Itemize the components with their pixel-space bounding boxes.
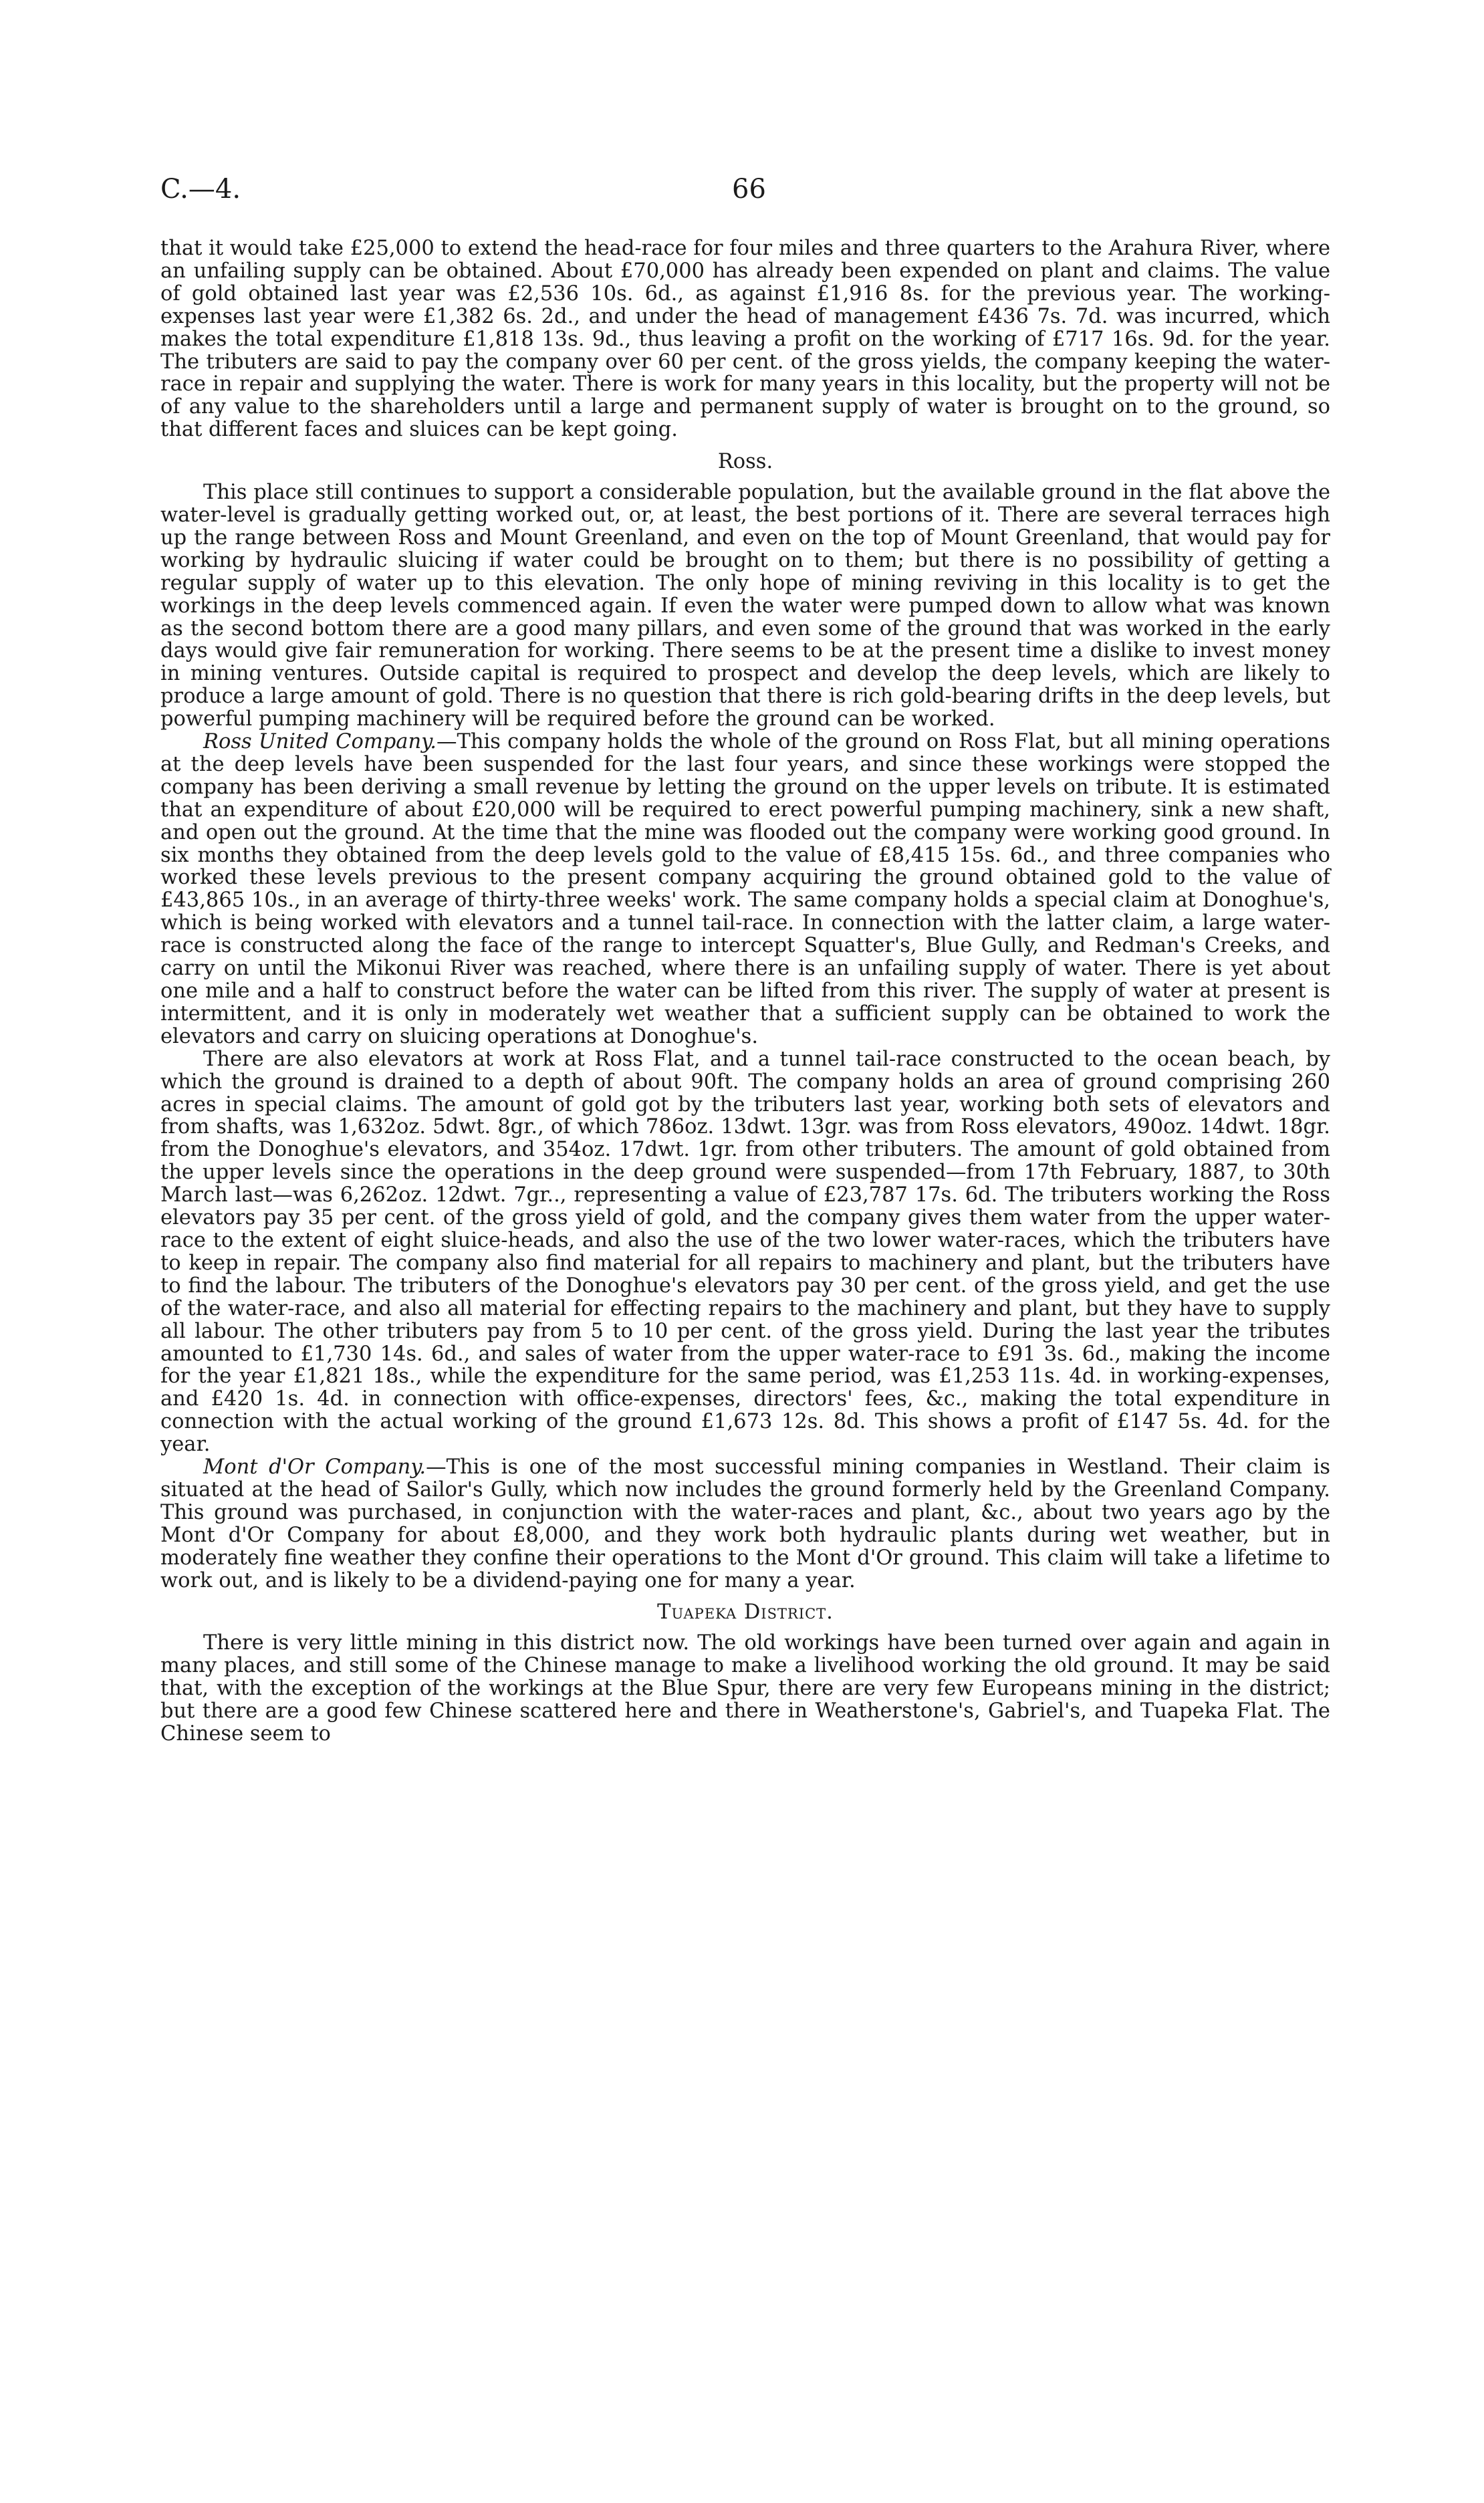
ross-united-company-title: Ross United Company. bbox=[203, 730, 437, 754]
intro-paragraph: that it would take £25,000 to extend the head-race for four miles and three quarters to the Arahura River, where an unfailing supply can be obtained. About £70,000 has already been expended on plant and claims. The value of gold obtained last year was £2,536 10s. 6d., as against £1,916 8s. for the previous year. The working-expenses last year were £1,382 6s. 2d., and under the head of management £436 7s. 7d. was incurred, which makes the total expenditure £1,818 13s. 9d., thus leaving a profit on the working of £717 16s. 9d. for the year. The tributers are said to pay the company over 60 per cent. of the gross yields, the company keeping the water-race in repair and supplying the water. There is work for many years in this locality, but the property will not be of any value to the shareholders until a large and permanent supply of water is brought on to the ground, so that different faces and sluices can be kept going. bbox=[160, 237, 1330, 442]
page-header bbox=[160, 174, 1330, 214]
ross-united-text: —This company holds the whole of the ground on Ross Flat, but all mining operations at the deep levels have been suspended for the last four years, and since these workings were stopped the company has been deriving a small revenue by letting the ground on the upper levels on tribute. It is estimated that an expenditure of about £20,000 will be required to erect powerful pumping machinery, sink a new shaft, and open out the ground. At the time that the mine was flooded out the company were working good ground. In six months they obtained from the deep levels gold to the value of £8,415 15s. 6d., and three companies who worked these levels previous to the present company acquiring the ground obtained gold to the value of £43,865 10s., in an average of thirty-three weeks' work. The same company holds a special claim at Donoghue's, which is being worked with elevators and a tunnel tail-race. In connection with the latter claim, a large water-race is constructed along the face of the range to intercept Squatter's, Blue Gully, and Redman's Creeks, and carry on until the Mikonui River was reached, where there is an unfailing supply of water. There is yet about one mile and a half to construct before the water can be lifted from this river. The supply of water at present is intermittent, and it is only in moderately wet weather that a sufficient supply can be obtained to work the elevators and carry on sluicing operations at Donoghue's. bbox=[160, 730, 1330, 1048]
elevators-paragraph: There are also elevators at work at Ross Flat, and a tunnel tail-race constructed to the ocean beach, by which the ground is drained to a depth of about 90ft. The company holds an area of ground comprising 260 acres in special claims. The amount of gold got by the tributers last year, working both sets of elevators and from shafts, was 1,632oz. 5dwt. 8gr., of which 786oz. 13dwt. 13gr. was from Ross elevators, 490oz. 14dwt. 18gr. from the Donoghue's elevators, and 354oz. 17dwt. 1gr. from other tributers. The amount of gold obtained from the upper levels since the operations in the deep ground were suspended—from 17th February, 1887, to 30th March last—was 6,262oz. 12dwt. 7gr.., representing a value of £23,787 17s. 6d. The tributers working the Ross elevators pay 35 per cent. of the gross yield of gold, and the company gives them water from the upper water-race to the extent of eight sluice-heads, and also the use of the two lower water-races, which the tributers have to keep in repair. The company also find material for all repairs to machinery and plant, but the tributers have to find the labour. The tributers of the Donoghue's elevators pay 30 per cent. of the gross yield, and get the use of the water-race, and also all material for effecting repairs to the machinery and plant, but they have to supply all labour. The other tributers pay from 5 to 10 per cent. of the gross yield. During the last year the tributes amounted to £1,730 14s. 6d., and sales of water from the upper water-race to £91 3s. 6d., making the income for the year £1,821 18s., while the expenditure for the same period, was £1,253 11s. 4d. in working-expenses, and £420 1s. 4d. in connection with office-expenses, directors' fees, &c., making the total expenditure in connection with the actual working of the ground £1,673 12s. 8d. This shows a profit of £147 5s. 4d. for the year. bbox=[160, 1047, 1330, 1457]
section-heading-ross: Ross. bbox=[717, 450, 773, 474]
mont-dor-company-title: Mont d'Or Company. bbox=[203, 1455, 426, 1479]
mont-dor-text: —This is one of the most successful mining companies in Westland. Their claim is situated at the head of Sailor's Gully, which now includes the ground formerly held by the Greenland Company. This ground was purchased, in conjunction with the water-races and plant, &c., about two years ago by the Mont d'Or Company for about £8,000, and they work both hydraulic plants during wet weather, but in moderately fine weather they confine their operations to the Mont d'Or ground. This claim will take a lifetime to work out, and is likely to be a dividend-paying one for many a year. bbox=[160, 1455, 1331, 1592]
mont-dor-paragraph bbox=[160, 1456, 1330, 1592]
report-body bbox=[160, 237, 1330, 1746]
ross-paragraph: This place still continues to support a considerable population, but the available ground in the flat above the water-level is gradually getting worked out, or, at least, the best portions of it. There are several terraces high up the range between Ross and Mount Greenland, and even on the top of Mount Greenland, that would pay for working by hydraulic sluicing if water could be brought on to them; but there is no possibility of getting a regular supply of water up to this elevation. The only hope of mining reviving in this locality is to get the workings in the deep levels commenced again. If even the water were pumped down to allow what was known as the second bottom there are a good many pillars, and even some of the ground that was worked in the early days would give fair remuneration for working. There seems to be at the present time a dislike to invest money in mining ventures. Outside capital is required to prospect and develop the deep levels, which are likely to produce a large amount of gold. There is no question that there is rich gold-bearing drifts in the deep levels, but powerful pumping machinery will be required before the ground can be worked. bbox=[160, 481, 1330, 731]
tuapeka-paragraph: There is very little mining in this district now. The old workings have been turned over again and again in many places, and still some of the Chinese manage to make a livelihood working the old ground. It may be said that, with the exception of the workings at the Blue Spur, there are very few Europeans mining in the district; but there are a good few Chinese scattered here and there in Weatherstone's, Gabriel's, and Tuapeka Flat. The Chinese seem to bbox=[160, 1631, 1330, 1746]
document-reference: C.—4. bbox=[160, 174, 241, 205]
page-number: 66 bbox=[732, 174, 766, 205]
ross-united-paragraph bbox=[160, 731, 1330, 1048]
section-heading-tuapeka: Tuapeka District. bbox=[657, 1600, 834, 1625]
